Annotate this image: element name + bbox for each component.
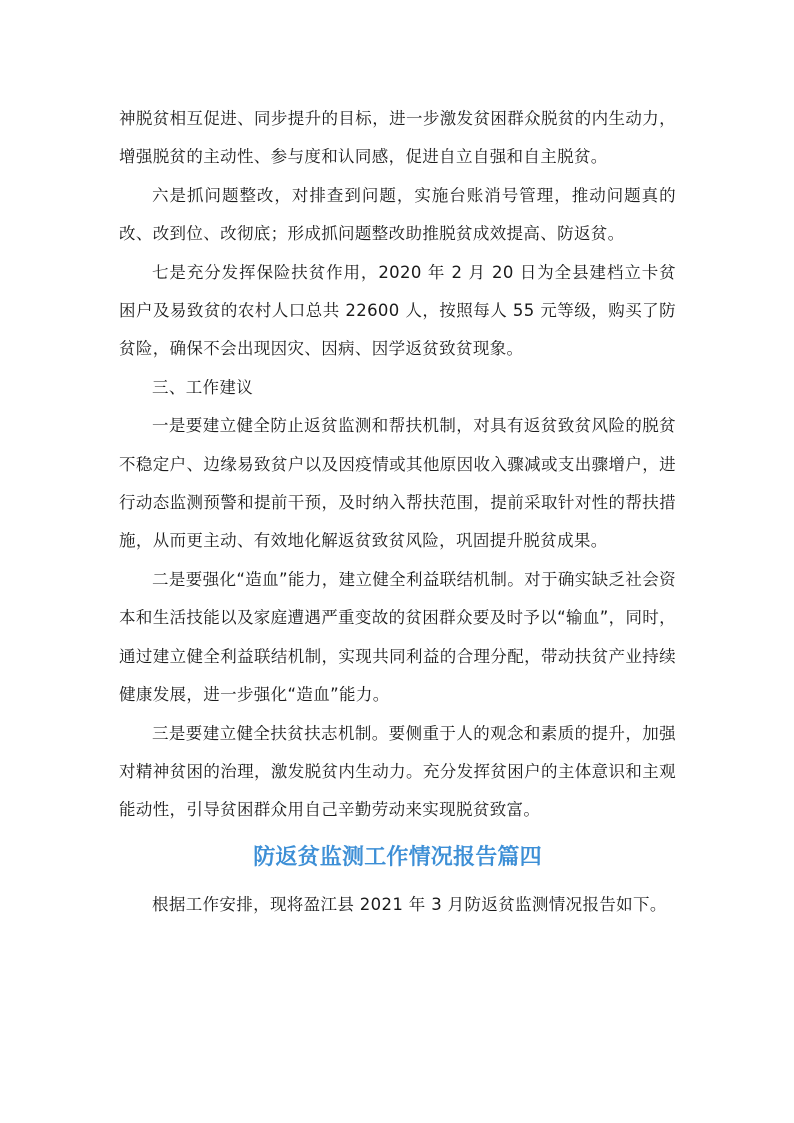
paragraph-suggestion-one: 一是要建立健全防止返贫监测和帮扶机制，对具有返贫致贫风险的脱贫不稳定户、边缘易致贫户以及因疫情或其他原因收入骤减或支出骤增户，进行动态监测预警和提前干预，及时纳入帮扶范围，提前采取针对性的帮扶措施，从而更主动、有效地化解返贫致贫风险，巩固提升脱贫成果。 [119,416,676,551]
paragraph-report-intro: 根据工作安排，现将盈江县 2021 年 3 月防返贫监测情况报告如下。 [152,894,667,914]
section-title-work-suggestions: 三、工作建议 [152,377,254,397]
article-heading: 防返贫监测工作情况报告篇四 [253,844,542,870]
paragraph-suggestion-two: 二是要强化“造血”能力，建立健全利益联结机制。对于确实缺乏社会资本和生活技能以及家庭遭遇严重变故的贫困群众要及时予以“输血”，同时，通过建立健全利益联结机制，实现共同利益的合理分配，带动扶贫产业持续健康发展，进一步强化“造血”能力。 [119,569,676,705]
document-body [119,100,676,924]
paragraph-item-six: 六是抓问题整改，对排查到问题，实施台账消号管理，推动问题真的改、改到位、改彻底；形成抓问题整改助推脱贫成效提高、防返贫。 [119,185,676,244]
paragraph-item-seven: 七是充分发挥保险扶贫作用，2020 年 2 月 20 日为全县建档立卡贫困户及易致贫的农村人口总共 22600 人，按照每人 55 元等级，购买了防贫险，确保不会出现因灾、因病、因学返贫致贫现象。 [119,262,676,359]
paragraph-suggestion-three: 三是要建立健全扶贫扶志机制。要侧重于人的观念和素质的提升，加强对精神贫困的治理，激发脱贫内生动力。充分发挥贫困户的主体意识和主观能动性，引导贫困群众用自己辛勤劳动来实现脱贫致富。 [119,723,676,820]
paragraph-continued: 神脱贫相互促进、同步提升的目标，进一步激发贫困群众脱贫的内生动力，增强脱贫的主动性、参与度和认同感，促进自立自强和自主脱贫。 [119,109,676,167]
